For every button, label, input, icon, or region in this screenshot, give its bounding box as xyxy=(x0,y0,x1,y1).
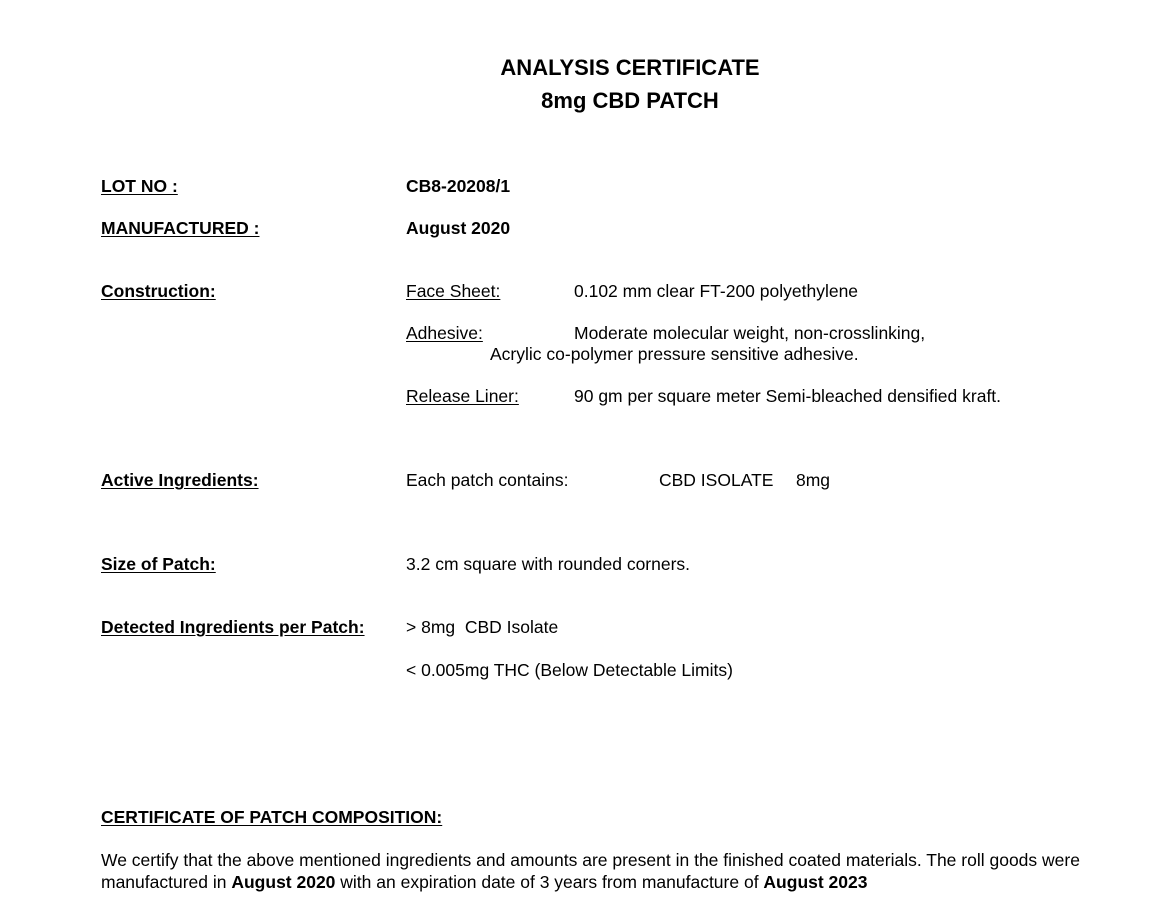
active-ingredients-label: Active Ingredients: xyxy=(101,470,259,490)
lot-label: LOT NO : xyxy=(101,176,178,196)
release-liner-value: 90 gm per square meter Semi-bleached densified kraft. xyxy=(574,386,1002,406)
detected-line-cbd: > 8mg CBD Isolate xyxy=(406,617,559,637)
certificate-heading: CERTIFICATE OF PATCH COMPOSITION: xyxy=(101,807,443,827)
manufactured-value: August 2020 xyxy=(406,218,511,238)
manufactured-label: MANUFACTURED : xyxy=(101,218,260,238)
active-ingredients-intro: Each patch contains: xyxy=(406,470,569,490)
size-value: 3.2 cm square with rounded corners. xyxy=(406,554,691,574)
certificate-manufacture-date: August 2020 xyxy=(231,872,336,892)
detected-line-thc: < 0.005mg THC (Below Detectable Limits) xyxy=(406,660,733,680)
certificate-text-part2: with an expiration date of 3 years from manufacture of xyxy=(335,872,764,892)
detected-label: Detected Ingredients per Patch: xyxy=(101,617,365,637)
face-sheet-value: 0.102 mm clear FT-200 polyethylene xyxy=(574,281,859,301)
certificate-expiration-date: August 2023 xyxy=(763,872,868,892)
adhesive-label: Adhesive: xyxy=(406,323,483,343)
release-liner-label: Release Liner: xyxy=(406,386,519,406)
face-sheet-label: Face Sheet: xyxy=(406,281,501,301)
lot-value: CB8-20208/1 xyxy=(406,176,511,196)
document-subtitle: 8mg CBD PATCH xyxy=(541,88,719,113)
certificate-statement xyxy=(101,849,1081,893)
size-label: Size of Patch: xyxy=(101,554,216,574)
active-ingredient-name: CBD ISOLATE xyxy=(659,470,774,490)
active-ingredient-amount: 8mg xyxy=(796,470,831,490)
certificate-text-part1: We certify that the above mentioned ingredients and amounts are present in the finished coated materials. The roll goods were manufactured in xyxy=(101,850,1080,892)
adhesive-value-line1: Moderate molecular weight, non-crosslinking, xyxy=(574,323,926,343)
construction-label: Construction: xyxy=(101,281,216,301)
adhesive-value-line2: Acrylic co-polymer pressure sensitive adhesive. xyxy=(490,344,859,364)
document-title: ANALYSIS CERTIFICATE xyxy=(500,55,760,80)
